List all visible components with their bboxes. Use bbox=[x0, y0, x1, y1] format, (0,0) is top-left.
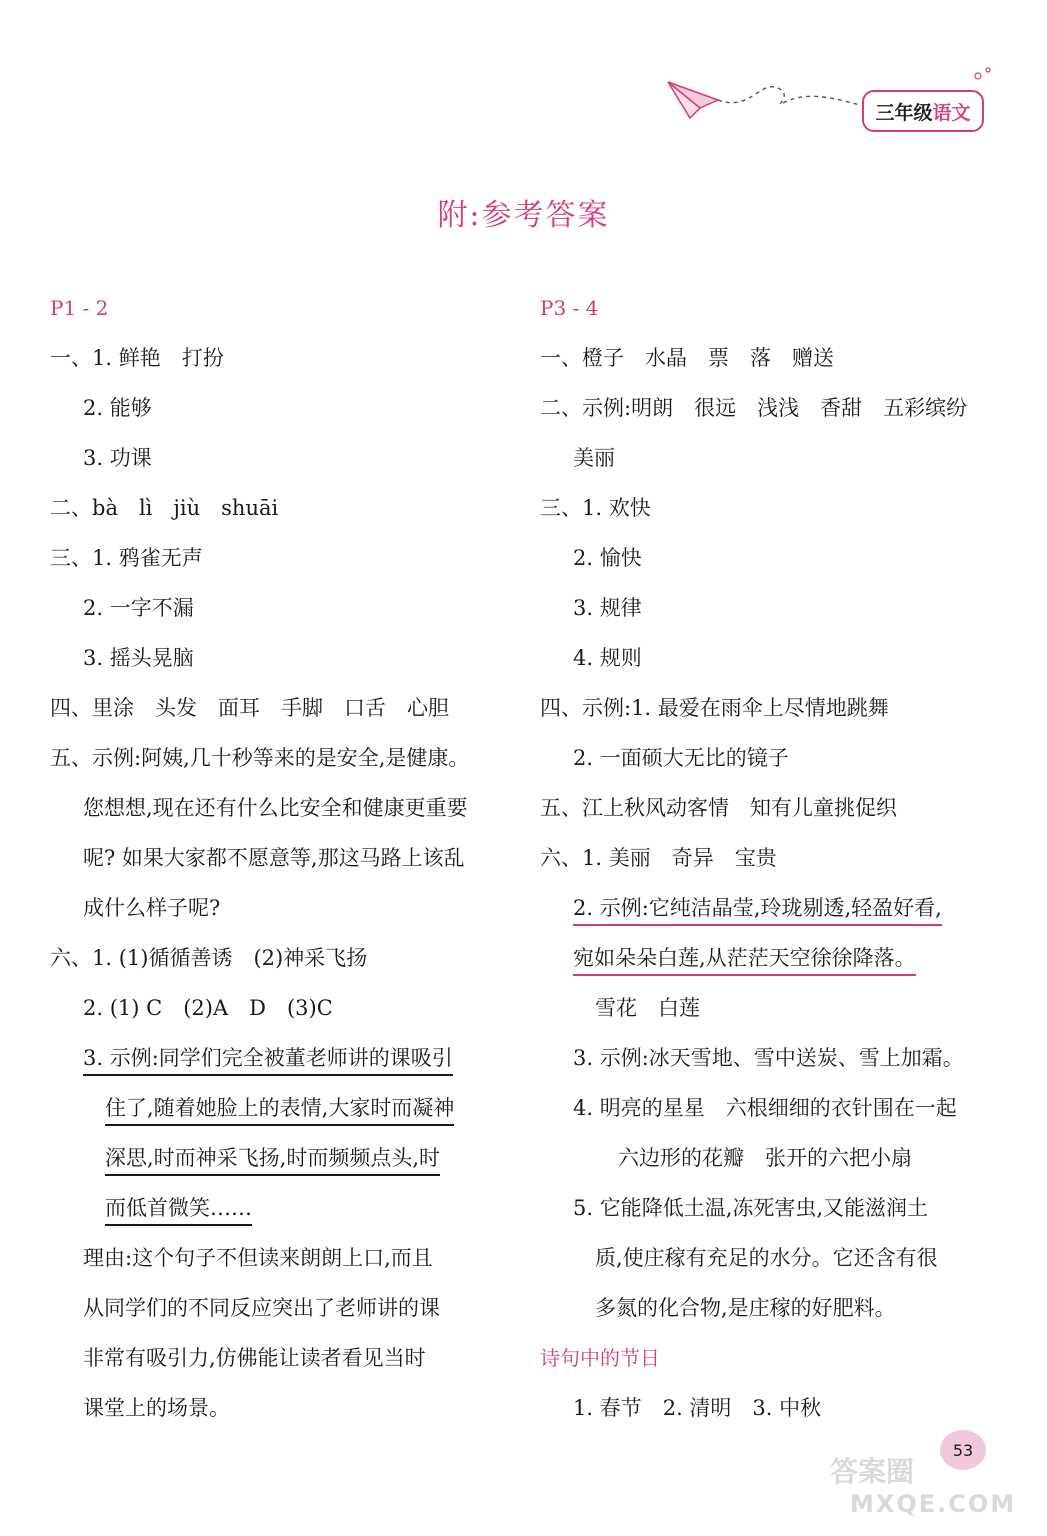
answer-text: 一、1. 鲜艳 打扮 bbox=[50, 346, 224, 370]
answer-line bbox=[50, 983, 510, 1033]
answer-text: 3. 示例:同学们完全被董老师讲的课吸引 bbox=[83, 1046, 453, 1076]
answer-line bbox=[50, 1133, 510, 1183]
answer-text: 住了,随着她脸上的表情,大家时而凝神 bbox=[105, 1096, 454, 1126]
answer-text: 诗句中的节日 bbox=[540, 1346, 660, 1370]
answer-line bbox=[50, 883, 510, 933]
answer-line bbox=[540, 683, 1010, 733]
watermark bbox=[830, 1450, 1016, 1518]
answer-text: 1. 春节 2. 清明 3. 中秋 bbox=[573, 1396, 822, 1420]
answer-line bbox=[50, 633, 510, 683]
answer-line bbox=[540, 333, 1010, 383]
answers-column-left bbox=[50, 283, 510, 1433]
answer-text: 课堂上的场景。 bbox=[83, 1396, 230, 1420]
answer-text: 您想想,现在还有什么比安全和健康更重要 bbox=[83, 796, 468, 820]
answer-text: 五、示例:阿姨,几十秒等来的是安全,是健康。 bbox=[50, 746, 470, 770]
answer-text: 二、bà lì jiù shuāi bbox=[50, 496, 279, 520]
answer-line bbox=[540, 433, 1010, 483]
answer-text: 成什么样子呢? bbox=[83, 896, 221, 920]
answer-line bbox=[540, 933, 1010, 983]
watermark-line1: 答案圈 bbox=[830, 1455, 915, 1488]
answer-line bbox=[50, 533, 510, 583]
answer-text: 四、里涂 头发 面耳 手脚 口舌 心胆 bbox=[50, 696, 449, 720]
answer-text: 而低首微笑…… bbox=[105, 1196, 252, 1226]
answer-text: 四、示例:1. 最爱在雨伞上尽情地跳舞 bbox=[540, 696, 889, 720]
answer-text: 六边形的花瓣 张开的六把小扇 bbox=[618, 1146, 912, 1170]
answer-text: 2. 愉快 bbox=[573, 546, 642, 570]
answer-line bbox=[540, 1383, 1010, 1433]
answer-text: 三、1. 欢快 bbox=[540, 496, 651, 520]
answer-line bbox=[540, 383, 1010, 433]
answer-text: 2. 一面硕大无比的镜子 bbox=[573, 746, 789, 770]
answer-line bbox=[50, 833, 510, 883]
answer-line bbox=[540, 833, 1010, 883]
answer-text: 深思,时而神采飞扬,时而频频点头,时 bbox=[105, 1146, 440, 1176]
answer-text: 雪花 白莲 bbox=[595, 996, 700, 1020]
answer-line bbox=[540, 1233, 1010, 1283]
section-heading bbox=[540, 283, 1010, 333]
answers-column-right bbox=[540, 283, 1010, 1433]
answer-line bbox=[540, 583, 1010, 633]
answer-line bbox=[50, 1033, 510, 1083]
page-number: 53 bbox=[940, 1430, 986, 1470]
answer-line bbox=[50, 1333, 510, 1383]
answer-text: 五、江上秋风动客情 知有儿童挑促织 bbox=[540, 796, 897, 820]
answer-line bbox=[540, 733, 1010, 783]
answer-text: 多氮的化合物,是庄稼的好肥料。 bbox=[595, 1296, 896, 1320]
section-heading bbox=[50, 283, 510, 333]
answer-line bbox=[540, 983, 1010, 1033]
subject-label: 语文 bbox=[932, 101, 971, 124]
answer-text: 3. 示例:冰天雪地、雪中送炭、雪上加霜。 bbox=[573, 1046, 964, 1070]
answer-text: 呢? 如果大家都不愿意等,那这马路上该乱 bbox=[83, 846, 465, 870]
answer-text: 理由:这个句子不但读来朗朗上口,而且 bbox=[83, 1246, 433, 1270]
answer-text: 质,使庄稼有充足的水分。它还含有很 bbox=[595, 1246, 938, 1270]
answer-line bbox=[540, 633, 1010, 683]
watermark-line2: MXQE.COM bbox=[850, 1490, 1017, 1518]
answer-line bbox=[540, 1283, 1010, 1333]
paper-plane-icon bbox=[668, 82, 718, 118]
answer-text: P3 - 4 bbox=[540, 296, 599, 320]
answer-text: P1 - 2 bbox=[50, 296, 109, 320]
answer-line bbox=[540, 1033, 1010, 1083]
answer-text: 六、1. (1)循循善诱 (2)神采飞扬 bbox=[50, 946, 368, 970]
answer-line bbox=[50, 383, 510, 433]
answer-line bbox=[540, 1183, 1010, 1233]
answer-line bbox=[50, 733, 510, 783]
answer-text: 二、示例:明朗 很远 浅浅 香甜 五彩缤纷 bbox=[540, 396, 968, 420]
answer-line bbox=[50, 933, 510, 983]
answer-line bbox=[50, 683, 510, 733]
page-title: 附:参考答案 bbox=[437, 198, 610, 233]
answer-text: 4. 规则 bbox=[573, 646, 642, 670]
answer-line bbox=[50, 433, 510, 483]
answer-text: 3. 摇头晃脑 bbox=[83, 646, 194, 670]
answer-text: 从同学们的不同反应突出了老师讲的课 bbox=[83, 1296, 440, 1320]
answer-line bbox=[50, 1083, 510, 1133]
answer-text: 4. 明亮的星星 六根细细的衣针围在一起 bbox=[573, 1096, 957, 1120]
answer-text: 非常有吸引力,仿佛能让读者看见当时 bbox=[83, 1346, 426, 1370]
answer-text: 2. (1) C (2)A D (3)C bbox=[83, 996, 333, 1020]
answer-text: 2. 能够 bbox=[83, 396, 152, 420]
grade-label: 三年级 bbox=[875, 101, 933, 124]
answer-line bbox=[540, 1083, 1010, 1133]
section-heading bbox=[540, 1333, 1010, 1383]
answer-line bbox=[540, 1133, 1010, 1183]
answer-text: 3. 功课 bbox=[83, 446, 152, 470]
answer-line bbox=[50, 1383, 510, 1433]
answer-text: 一、橙子 水晶 票 落 赠送 bbox=[540, 346, 834, 370]
answer-text: 三、1. 鸦雀无声 bbox=[50, 546, 203, 570]
answer-text: 3. 规律 bbox=[573, 596, 642, 620]
answer-text: 宛如朵朵白莲,从茫茫天空徐徐降落。 bbox=[573, 946, 916, 976]
answer-text: 六、1. 美丽 奇异 宝贵 bbox=[540, 846, 777, 870]
answer-line bbox=[540, 883, 1010, 933]
grade-subject-badge bbox=[862, 90, 984, 132]
answer-line bbox=[50, 783, 510, 833]
answer-line bbox=[540, 533, 1010, 583]
answer-line bbox=[540, 483, 1010, 533]
answer-text: 美丽 bbox=[573, 446, 615, 470]
answer-line bbox=[50, 1233, 510, 1283]
answer-line bbox=[50, 583, 510, 633]
answer-line bbox=[50, 483, 510, 533]
answer-line bbox=[50, 1283, 510, 1333]
answer-line bbox=[540, 783, 1010, 833]
answer-line bbox=[50, 333, 510, 383]
answer-text: 2. 示例:它纯洁晶莹,玲珑剔透,轻盈好看, bbox=[573, 896, 942, 926]
answer-line bbox=[50, 1183, 510, 1233]
answer-text: 5. 它能降低土温,冻死害虫,又能滋润土 bbox=[573, 1196, 929, 1220]
answer-text: 2. 一字不漏 bbox=[83, 596, 194, 620]
